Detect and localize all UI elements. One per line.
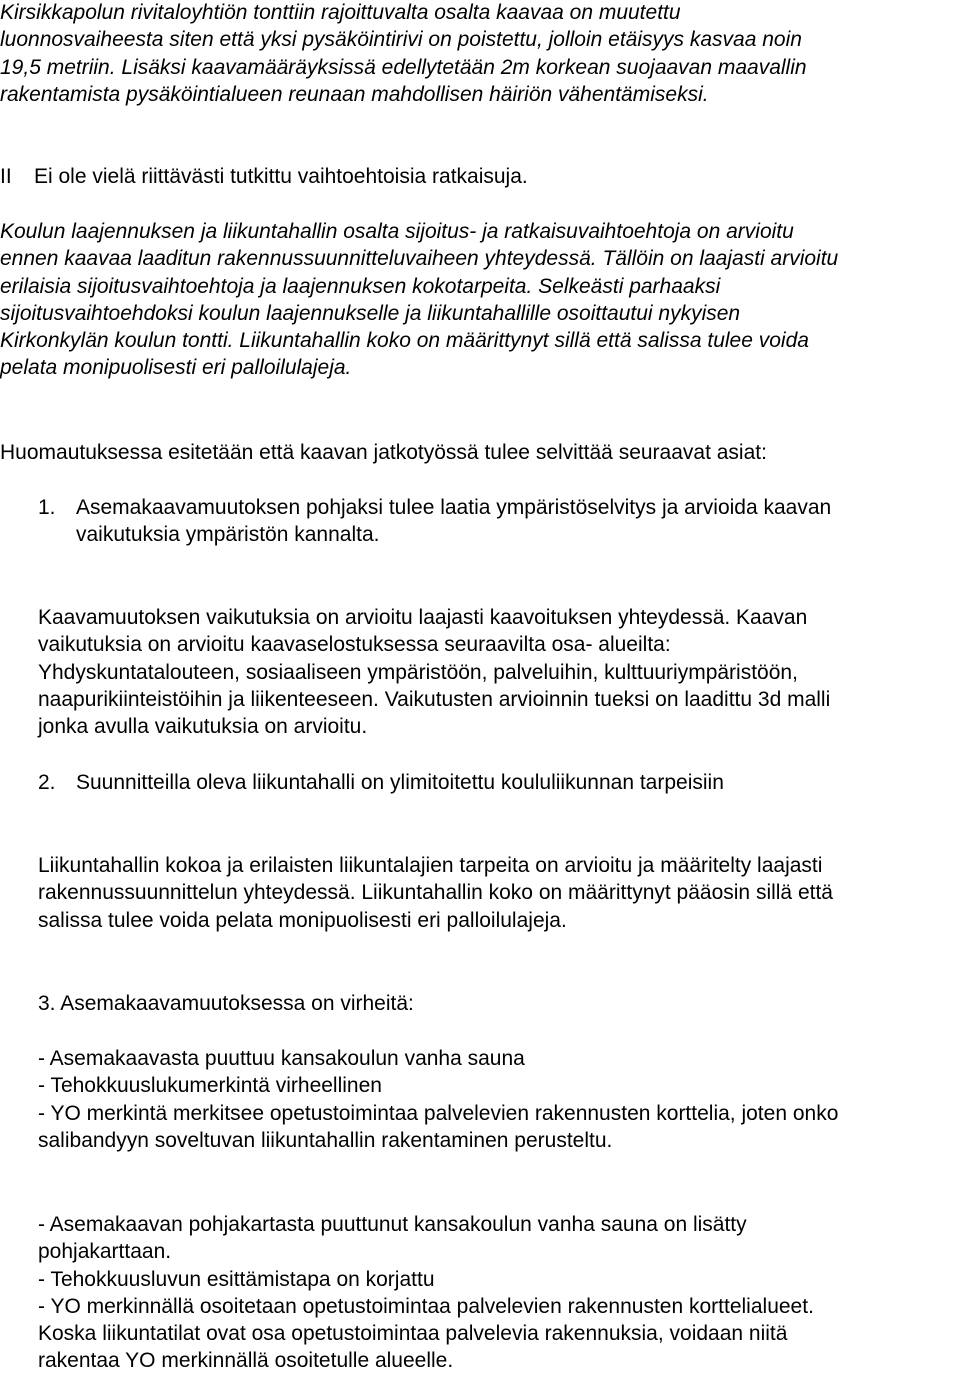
- item-3-heading: 3. Asemakaavamuutoksessa on virheitä:: [38, 992, 414, 1015]
- section-ii-label: II: [0, 165, 12, 188]
- text-line: jonka avulla vaikutuksia on arvioitu.: [38, 715, 368, 739]
- virheet-list: [38, 1045, 838, 1154]
- list-item: - Asemakaavasta puuttuu kansakoulun vanha sauna: [38, 1047, 525, 1070]
- text-line: Yhdyskuntatalouteen, sosiaaliseen ympäristöön, palveluihin, kulttuuriympäristöön,: [38, 660, 798, 684]
- item-2-text: Suunnitteilla oleva liikuntahalli on ylimitoitettu koululiikunnan tarpeisiin: [76, 771, 724, 794]
- text-line: rakentamista pysäköintialueen reunaan mahdollisen häiriön vähentämiseksi.: [0, 82, 709, 106]
- list-item: Koska liikuntatilat ovat osa opetustoimintaa palvelevia rakennuksia, voidaan niitä: [38, 1322, 788, 1346]
- text-line: ennen kaavaa laaditun rakennussuunnitteluvaiheen yhteydessä. Tällöin on laajasti arvioitu: [0, 247, 839, 271]
- text-line: Kirsikkapolun rivitaloyhtiön tonttiin rajoittuvalta osalta kaavaa on muutettu: [0, 1, 681, 24]
- text-line: vaikutuksia on arvioitu kaavaselostuksessa seuraavilta osa- alueilta:: [38, 633, 671, 657]
- text-line: erilaisia sijoitusvaihtoehtoja ja laajennuksen kokotarpeita. Selkeästi parhaaksi: [0, 274, 721, 298]
- huomautus-intro: Huomautuksessa esitetään että kaavan jatkotyössä tulee selvittää seuraavat asiat:: [0, 441, 767, 464]
- list-item: salibandyyn soveltuvan liikuntahallin rakentaminen perusteltu.: [38, 1128, 613, 1152]
- list-item: pohjakarttaan.: [38, 1240, 172, 1264]
- answer-paragraph-liikuntahalli: [38, 852, 833, 934]
- text-line: 19,5 metriin. Lisäksi kaavamääräyksissä edellytetään 2m korkean suojaavan maavallin: [0, 55, 807, 79]
- answer-paragraph-kirsikkapolku: [0, 0, 807, 108]
- section-ii-text: Ei ole vielä riittävästi tutkittu vaihtoehtoisia ratkaisuja.: [34, 165, 528, 188]
- item-1-text: [76, 494, 831, 549]
- text-line: sijoitusvaihtoehdoksi koulun laajennukselle ja liikuntahallille osoittautui nykyisen: [0, 301, 741, 325]
- answer-paragraph-koulun-laajennus: [0, 218, 838, 382]
- text-line: Kaavamuutoksen vaikutuksia on arvioitu laajasti kaavoituksen yhteydessä. Kaavan: [38, 606, 808, 629]
- text-line: naapurikiinteistöihin ja liikenteeseen. Vaikutusten arvioinnin tueksi on laadittu 3d malli: [38, 687, 831, 711]
- text-line: Liikuntahallin kokoa ja erilaisten liikuntalajien tarpeita on arvioitu ja määritelty laajasti: [38, 854, 823, 877]
- list-item: - YO merkinnällä osoitetaan opetustoimintaa palvelevien rakennusten korttelialueet.: [38, 1294, 814, 1318]
- text-line: salissa tulee voida pelata monipuolisesti eri palloilulajeja.: [38, 908, 567, 932]
- list-item: - Tehokkuusluvun esittämistapa on korjattu: [38, 1267, 435, 1291]
- text-line: vaikutuksia ympäristön kannalta.: [76, 523, 380, 547]
- list-item: - YO merkintä merkitsee opetustoimintaa palvelevien rakennusten korttelia, joten onko: [38, 1101, 839, 1125]
- text-line: pelata monipuolisesti eri palloilulajeja.: [0, 356, 352, 380]
- list-item: - Tehokkuuslukumerkintä virheellinen: [38, 1074, 382, 1098]
- text-line: Kirkonkylän koulun tontti. Liikuntahallin koko on määrittynyt sillä että salissa tulee voida: [0, 329, 809, 353]
- list-item: rakentaa YO merkinnällä osoitetulle alueelle.: [38, 1349, 454, 1373]
- text-line: Koulun laajennuksen ja liikuntahallin osalta sijoitus- ja ratkaisuvaihtoehtoja on arvioitu: [0, 220, 794, 243]
- text-line: luonnosvaiheesta siten että yksi pysäköintirivi on poistettu, jolloin etäisyys kasvaa noin: [0, 28, 802, 52]
- text-line: Asemakaavamuutoksen pohjaksi tulee laatia ympäristöselvitys ja arvioida kaavan: [76, 496, 832, 519]
- section-ii-heading: [0, 163, 528, 190]
- item-2-number: 2.: [38, 771, 56, 794]
- korjaukset-list: [38, 1211, 814, 1375]
- text-line: rakennussuunnittelun yhteydessä. Liikuntahallin koko on määrittynyt pääosin sillä että: [38, 881, 833, 905]
- answer-paragraph-vaikutukset: [38, 604, 830, 740]
- item-1-number: 1.: [38, 496, 56, 519]
- list-item: - Asemakaavan pohjakartasta puuttunut kansakoulun vanha sauna on lisätty: [38, 1213, 747, 1236]
